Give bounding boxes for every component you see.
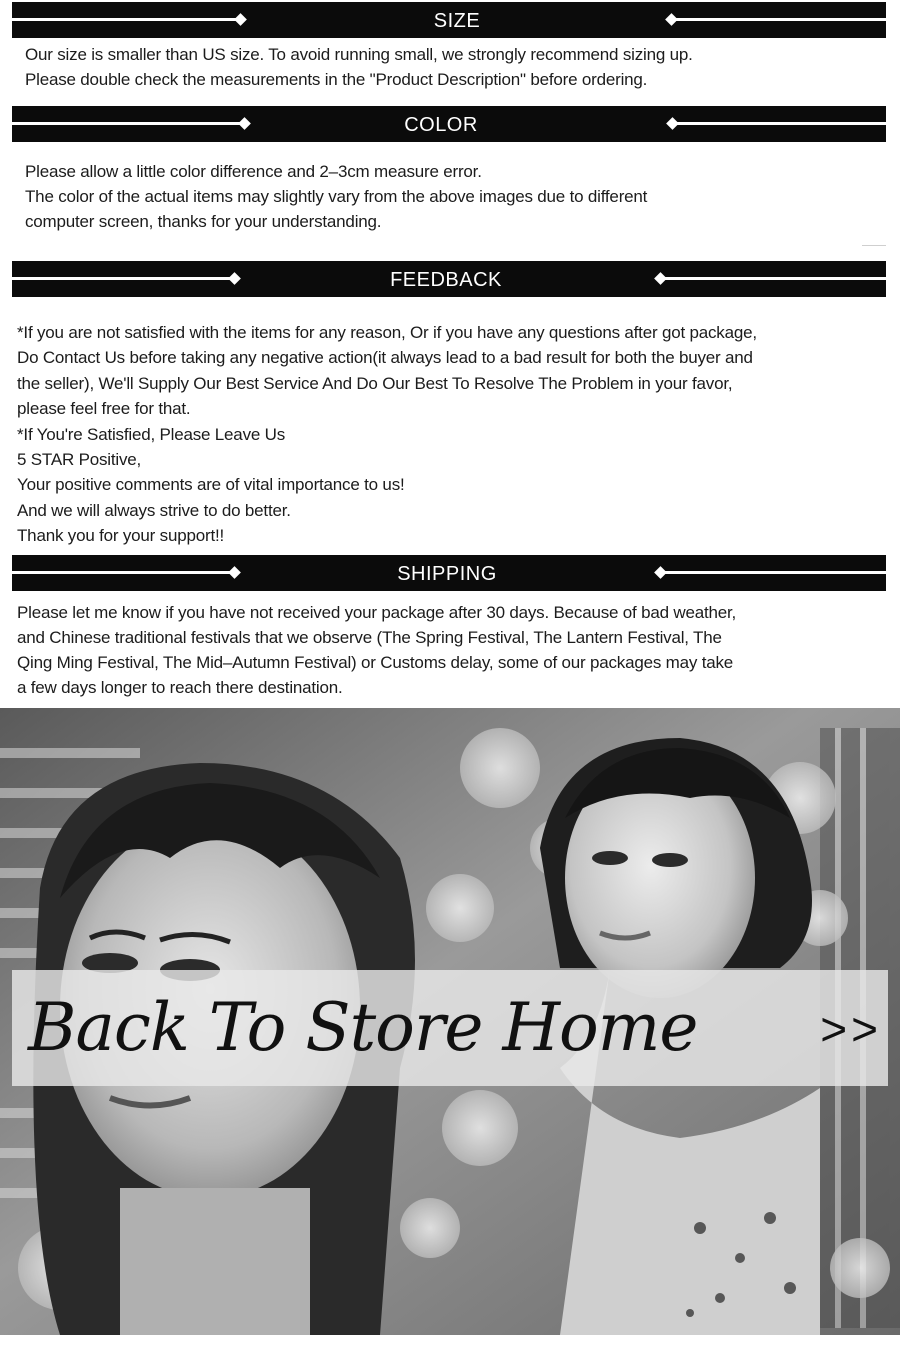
diamond-icon [234, 13, 247, 26]
header-left-line [12, 122, 244, 125]
store-home-banner[interactable] [0, 708, 900, 1335]
header-right-line [670, 18, 886, 21]
header-left-line [12, 277, 234, 280]
feedback-line: *If You're Satisfied, Please Leave Us [17, 424, 286, 444]
diamond-icon [228, 272, 241, 285]
size-header-bar [12, 2, 886, 38]
shipping-line: Qing Ming Festival, The Mid–Autumn Festival) or Customs delay, some of our packages may take [17, 653, 734, 672]
size-text [25, 42, 693, 92]
header-left-line [12, 571, 234, 574]
shipping-text [17, 600, 736, 700]
feedback-line: Do Contact Us before taking any negative action(it always lead to a bad result for both the buyer and [17, 348, 753, 368]
header-left-line [12, 18, 240, 21]
shipping-line: a few days longer to reach there destination. [17, 678, 343, 697]
arrows-icon[interactable]: >> [820, 1003, 882, 1055]
shipping-title: SHIPPING [397, 563, 497, 585]
header-right-line [658, 571, 886, 574]
color-header-bar [12, 106, 886, 142]
feedback-header-bar [12, 261, 886, 297]
color-text [25, 159, 647, 234]
back-to-store-overlay[interactable] [12, 970, 888, 1086]
header-right-line [658, 277, 886, 280]
size-line: Our size is smaller than US size. To avoid running small, we strongly recommend sizing up. [25, 45, 693, 64]
diamond-icon [228, 566, 241, 579]
feedback-line: the seller), We'll Supply Our Best Service And Do Our Best To Resolve The Problem in your favor, [17, 373, 733, 393]
shipping-header-bar [12, 555, 886, 591]
shipping-line: Please let me know if you have not received your package after 30 days. Because of bad weather, [17, 603, 737, 622]
feedback-line: Your positive comments are of vital importance to us! [17, 475, 405, 495]
color-line: computer screen, thanks for your understanding. [25, 212, 382, 231]
feedback-line: please feel free for that. [17, 399, 191, 419]
feedback-text [17, 320, 757, 549]
feedback-title: FEEDBACK [390, 269, 502, 291]
feedback-line: And we will always strive to do better. [17, 500, 291, 520]
back-to-store-link[interactable]: Back To Store Home [28, 989, 698, 1066]
header-right-line [670, 122, 886, 125]
size-line: Please double check the measurements in the "Product Description" before ordering. [25, 70, 648, 89]
diamond-icon [238, 117, 251, 130]
feedback-line: Thank you for your support!! [17, 526, 225, 546]
feedback-line: *If you are not satisfied with the items for any reason, Or if you have any questions after got package, [17, 323, 757, 342]
size-title: SIZE [433, 10, 481, 32]
divider [862, 245, 886, 246]
color-title: COLOR [404, 114, 478, 136]
feedback-line: 5 STAR Positive, [17, 450, 142, 470]
color-line: Please allow a little color difference and 2–3cm measure error. [25, 162, 482, 181]
color-line: The color of the actual items may slightly vary from the above images due to different [25, 187, 648, 206]
shipping-line: and Chinese traditional festivals that we observe (The Spring Festival, The Lantern Festival, The [17, 628, 722, 647]
